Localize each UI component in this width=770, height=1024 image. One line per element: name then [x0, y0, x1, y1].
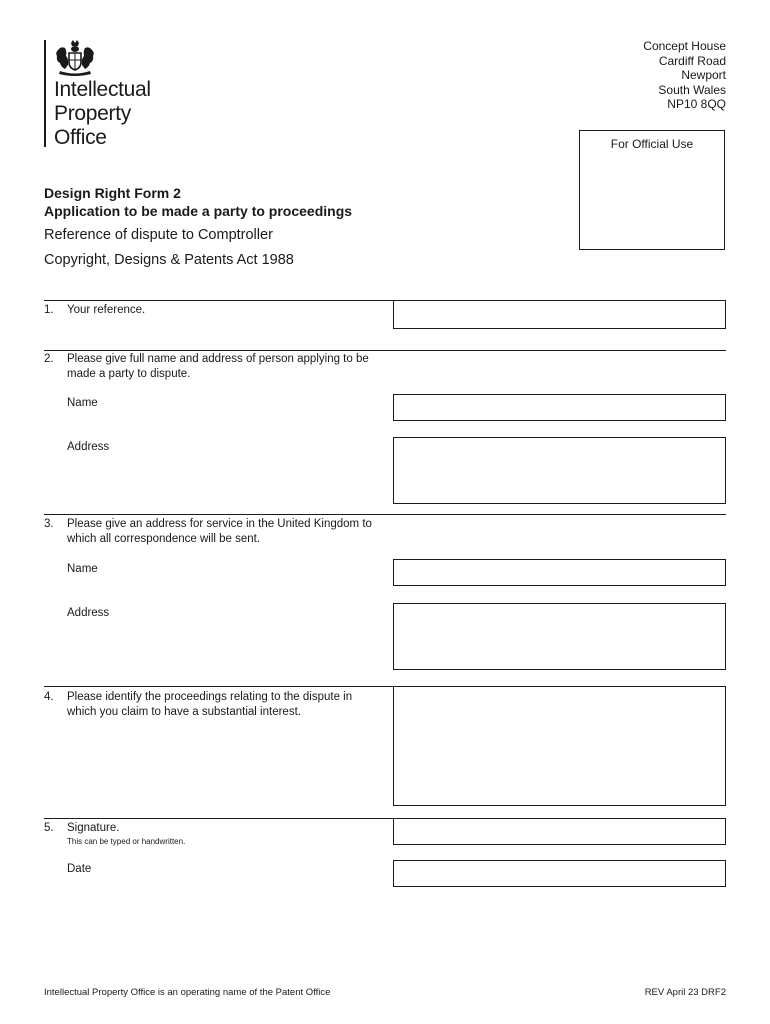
organisation-logo-text	[54, 78, 151, 150]
question-text: Signature.	[67, 822, 120, 834]
form-title	[44, 184, 352, 220]
logo-line-3: Office	[54, 126, 107, 149]
address-line: Concept House	[643, 39, 726, 53]
question-text: Please give full name and address of person applying to be made a party to dispute.	[67, 353, 369, 380]
question-number: 2.	[44, 353, 54, 365]
applicant-name-field[interactable]	[393, 394, 726, 421]
act-line: Copyright, Designs & Patents Act 1988	[44, 252, 294, 268]
question-number: 4.	[44, 691, 54, 703]
address-label: Address	[67, 441, 110, 453]
name-label: Name	[67, 397, 98, 409]
question-number: 5.	[44, 822, 54, 834]
official-use-box	[579, 130, 725, 250]
logo-divider	[44, 40, 46, 147]
question-text: Your reference.	[67, 304, 146, 316]
question-number: 1.	[44, 304, 54, 316]
form-name: Design Right Form 2	[44, 185, 181, 201]
applicant-address-field[interactable]	[393, 437, 726, 504]
address-line: NP10 8QQ	[667, 97, 726, 111]
section-divider	[44, 350, 726, 351]
service-name-field[interactable]	[393, 559, 726, 586]
name-label: Name	[67, 563, 98, 575]
service-address-field[interactable]	[393, 603, 726, 670]
reference-line: Reference of dispute to Comptroller	[44, 227, 273, 243]
question-number: 3.	[44, 518, 54, 530]
form-revision: REV April 23 DRF2	[644, 987, 726, 998]
address-label: Address	[67, 607, 110, 619]
footer-note: Intellectual Property Office is an operating name of the Patent Office	[44, 987, 331, 998]
address-line: South Wales	[658, 82, 726, 97]
date-label: Date	[67, 863, 92, 875]
proceedings-field[interactable]	[393, 686, 726, 806]
address-line: Cardiff Road	[658, 53, 726, 68]
logo-line-1: Intellectual	[54, 78, 151, 101]
signature-field[interactable]	[393, 818, 726, 845]
royal-coat-of-arms-icon	[52, 40, 98, 76]
address-line: Newport	[681, 68, 726, 82]
official-use-label: For Official Use	[610, 137, 694, 151]
section-divider	[44, 514, 726, 515]
question-text: Please give an address for service in the United Kingdom to which all correspondence will be sent.	[67, 518, 372, 545]
office-address	[643, 39, 726, 112]
date-field[interactable]	[393, 860, 726, 887]
your-reference-field[interactable]	[393, 300, 726, 329]
form-purpose: Application to be made a party to proceedings	[44, 203, 353, 219]
logo-line-2: Property	[54, 102, 131, 125]
signature-hint: This can be typed or handwritten.	[67, 837, 186, 846]
question-text: Please identify the proceedings relating to the dispute in which you claim to have a substantial interest.	[67, 691, 353, 718]
